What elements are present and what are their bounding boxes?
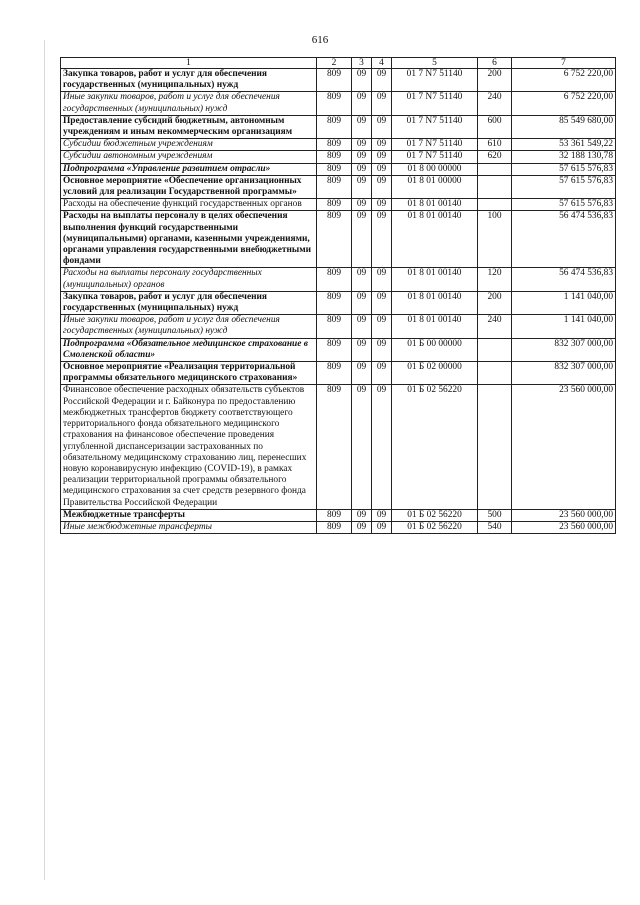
table-row [61, 199, 616, 211]
row-name-cell: Финансовое обеспечение расходных обязательств субъектов Российской Федерации и г. Байконура по предоставлению межбюджетных трансфертов бюджету соответствующего территориального фонда обязательного медицинского страхования на финансовое обеспечение проведения углубленной диспансеризации застрахованных по обязательному медицинскому страхованию лиц, перенесших новую коронавирусную инфекцию (COVID-19), в рамках реализации территориальной программы обязательного медицинского страхования за счет средств резервного фонда Правительства Российской Федерации [61, 385, 317, 509]
ministry-code-cell: 809 [317, 315, 352, 338]
binding-margin-line [44, 40, 45, 880]
section-cell: 09 [352, 385, 372, 509]
page-number: 616 [311, 34, 329, 46]
table-row [61, 521, 616, 533]
ministry-code-cell: 809 [317, 291, 352, 314]
row-name-cell: Предоставление субсидий бюджетным, автономным учреждениям и иным некоммерческим организациям [61, 115, 317, 138]
subsection-cell: 09 [372, 175, 392, 198]
ministry-code-cell: 809 [317, 92, 352, 115]
expense-type-cell [478, 338, 512, 361]
subsection-cell: 09 [372, 385, 392, 509]
table-row [61, 509, 616, 521]
header-cell: 7 [512, 58, 616, 69]
row-name-cell: Субсидии автономным учреждениям [61, 151, 317, 163]
table-row [61, 69, 616, 92]
header-cell: 6 [478, 58, 512, 69]
budget-table [60, 57, 616, 534]
target-article-cell: 01 7 N7 51140 [392, 92, 478, 115]
expense-type-cell: 540 [478, 521, 512, 533]
section-cell: 09 [352, 362, 372, 385]
header-cell: 4 [372, 58, 392, 69]
table-row [61, 139, 616, 151]
header-cell: 1 [61, 58, 317, 69]
row-name-cell: Иные закупки товаров, работ и услуг для обеспечения государственных (муниципальных) нужд [61, 92, 317, 115]
section-cell: 09 [352, 315, 372, 338]
target-article-cell: 01 8 01 00140 [392, 315, 478, 338]
expense-type-cell: 600 [478, 115, 512, 138]
amount-cell: 57 615 576,83 [512, 163, 616, 175]
ministry-code-cell: 809 [317, 338, 352, 361]
subsection-cell: 09 [372, 199, 392, 211]
row-name-cell: Основное мероприятие «Реализация территориальной программы обязательного медицинского страхования» [61, 362, 317, 385]
table-row [61, 92, 616, 115]
ministry-code-cell: 809 [317, 69, 352, 92]
subsection-cell: 09 [372, 315, 392, 338]
expense-type-cell [478, 385, 512, 509]
table-row [61, 163, 616, 175]
row-name-cell: Иные закупки товаров, работ и услуг для обеспечения государственных (муниципальных) нужд [61, 315, 317, 338]
ministry-code-cell: 809 [317, 139, 352, 151]
target-article-cell: 01 7 N7 51140 [392, 69, 478, 92]
subsection-cell: 09 [372, 163, 392, 175]
amount-cell: 85 549 680,00 [512, 115, 616, 138]
subsection-cell: 09 [372, 268, 392, 291]
expense-type-cell: 100 [478, 211, 512, 268]
expense-type-cell: 620 [478, 151, 512, 163]
ministry-code-cell: 809 [317, 362, 352, 385]
section-cell: 09 [352, 521, 372, 533]
table-row [61, 338, 616, 361]
target-article-cell: 01 8 01 00140 [392, 211, 478, 268]
subsection-cell: 09 [372, 92, 392, 115]
subsection-cell: 09 [372, 291, 392, 314]
amount-cell: 6 752 220,00 [512, 92, 616, 115]
expense-type-cell: 240 [478, 92, 512, 115]
target-article-cell: 01 8 01 00140 [392, 291, 478, 314]
expense-type-cell [478, 175, 512, 198]
expense-type-cell [478, 163, 512, 175]
ministry-code-cell: 809 [317, 268, 352, 291]
amount-cell: 6 752 220,00 [512, 69, 616, 92]
table-row [61, 268, 616, 291]
section-cell: 09 [352, 151, 372, 163]
amount-cell: 32 188 130,78 [512, 151, 616, 163]
section-cell: 09 [352, 291, 372, 314]
row-name-cell: Подпрограмма «Обязательное медицинское страхование в Смоленской области» [61, 338, 317, 361]
section-cell: 09 [352, 211, 372, 268]
row-name-cell: Закупка товаров, работ и услуг для обеспечения государственных (муниципальных) нужд [61, 69, 317, 92]
target-article-cell: 01 7 N7 51140 [392, 139, 478, 151]
row-name-cell: Расходы на обеспечение функций государственных органов [61, 199, 317, 211]
expense-type-cell: 200 [478, 69, 512, 92]
subsection-cell: 09 [372, 151, 392, 163]
target-article-cell: 01 Б 02 56220 [392, 509, 478, 521]
ministry-code-cell: 809 [317, 521, 352, 533]
amount-cell: 53 361 549,22 [512, 139, 616, 151]
ministry-code-cell: 809 [317, 115, 352, 138]
subsection-cell: 09 [372, 115, 392, 138]
row-name-cell: Подпрограмма «Управление развитием отрасли» [61, 163, 317, 175]
table-row [61, 315, 616, 338]
section-cell: 09 [352, 92, 372, 115]
ministry-code-cell: 809 [317, 199, 352, 211]
section-cell: 09 [352, 115, 372, 138]
expense-type-cell: 610 [478, 139, 512, 151]
target-article-cell: 01 8 00 00000 [392, 163, 478, 175]
amount-cell: 57 615 576,83 [512, 175, 616, 198]
section-cell: 09 [352, 139, 372, 151]
row-name-cell: Иные межбюджетные трансферты [61, 521, 317, 533]
subsection-cell: 09 [372, 338, 392, 361]
expense-type-cell [478, 199, 512, 211]
table-row [61, 385, 616, 509]
section-cell: 09 [352, 199, 372, 211]
row-name-cell: Расходы на выплаты персоналу государственных (муниципальных) органов [61, 268, 317, 291]
section-cell: 09 [352, 69, 372, 92]
expense-type-cell [478, 362, 512, 385]
row-name-cell: Основное мероприятие «Обеспечение организационных условий для реализации Государственной программы» [61, 175, 317, 198]
row-name-cell: Расходы на выплаты персоналу в целях обеспечения выполнения функций государственными (муниципальными) органами, казенными учреждениями, органами управления государственными внебюджетными фондами [61, 211, 317, 268]
section-cell: 09 [352, 509, 372, 521]
amount-cell: 832 307 000,00 [512, 362, 616, 385]
subsection-cell: 09 [372, 362, 392, 385]
ministry-code-cell: 809 [317, 509, 352, 521]
target-article-cell: 01 8 01 00000 [392, 175, 478, 198]
section-cell: 09 [352, 175, 372, 198]
section-cell: 09 [352, 268, 372, 291]
subsection-cell: 09 [372, 69, 392, 92]
expense-type-cell: 200 [478, 291, 512, 314]
target-article-cell: 01 7 N7 51140 [392, 151, 478, 163]
amount-cell: 832 307 000,00 [512, 338, 616, 361]
header-row [61, 58, 616, 69]
expense-type-cell: 240 [478, 315, 512, 338]
ministry-code-cell: 809 [317, 211, 352, 268]
header-cell: 3 [352, 58, 372, 69]
table-row [61, 291, 616, 314]
table-row [61, 175, 616, 198]
amount-cell: 56 474 536,83 [512, 211, 616, 268]
amount-cell: 23 560 000,00 [512, 521, 616, 533]
amount-cell: 23 560 000,00 [512, 509, 616, 521]
row-name-cell: Закупка товаров, работ и услуг для обеспечения государственных (муниципальных) нужд [61, 291, 317, 314]
amount-cell: 1 141 040,00 [512, 315, 616, 338]
amount-cell: 57 615 576,83 [512, 199, 616, 211]
table-row [61, 211, 616, 268]
table-row [61, 115, 616, 138]
target-article-cell: 01 Б 00 00000 [392, 338, 478, 361]
ministry-code-cell: 809 [317, 385, 352, 509]
table-row [61, 362, 616, 385]
ministry-code-cell: 809 [317, 175, 352, 198]
expense-type-cell: 500 [478, 509, 512, 521]
subsection-cell: 09 [372, 521, 392, 533]
amount-cell: 56 474 536,83 [512, 268, 616, 291]
target-article-cell: 01 Б 02 00000 [392, 362, 478, 385]
header-cell: 2 [317, 58, 352, 69]
header-cell: 5 [392, 58, 478, 69]
subsection-cell: 09 [372, 509, 392, 521]
amount-cell: 1 141 040,00 [512, 291, 616, 314]
target-article-cell: 01 7 N7 51140 [392, 115, 478, 138]
target-article-cell: 01 Б 02 56220 [392, 385, 478, 509]
amount-cell: 23 560 000,00 [512, 385, 616, 509]
target-article-cell: 01 Б 02 56220 [392, 521, 478, 533]
ministry-code-cell: 809 [317, 163, 352, 175]
ministry-code-cell: 809 [317, 151, 352, 163]
row-name-cell: Межбюджетные трансферты [61, 509, 317, 521]
section-cell: 09 [352, 163, 372, 175]
target-article-cell: 01 8 01 00140 [392, 268, 478, 291]
target-article-cell: 01 8 01 00140 [392, 199, 478, 211]
section-cell: 09 [352, 338, 372, 361]
subsection-cell: 09 [372, 211, 392, 268]
expense-type-cell: 120 [478, 268, 512, 291]
row-name-cell: Субсидии бюджетным учреждениям [61, 139, 317, 151]
subsection-cell: 09 [372, 139, 392, 151]
table-row [61, 151, 616, 163]
